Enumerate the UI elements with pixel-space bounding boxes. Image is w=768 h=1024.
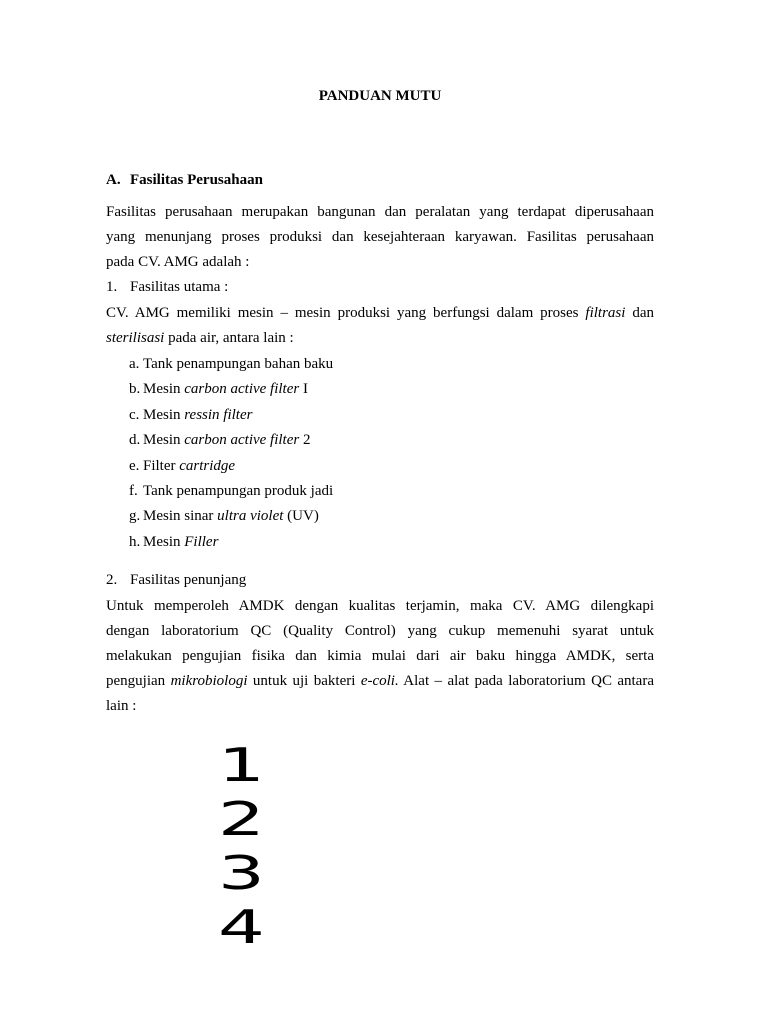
section-a-intro	[106, 200, 654, 275]
list-text: Tank penampungan bahan baku	[143, 356, 334, 372]
big-number: 3	[218, 846, 265, 900]
item-1-heading	[106, 279, 228, 296]
item-1-desc-line	[106, 326, 654, 351]
item-2-number: 2.	[106, 572, 118, 588]
desc-italic: sterilisasi	[106, 330, 165, 346]
section-a-heading	[106, 172, 263, 189]
list-marker: g.	[129, 508, 141, 525]
list-marker: f.	[129, 482, 138, 499]
desc-text: pada air, antara lain :	[164, 330, 294, 346]
list-text: Mesin	[143, 381, 185, 398]
intro-line: yang menunjang proses produksi dan kesejahteraan karyawan. Fasilitas perusahaan	[106, 229, 654, 245]
desc-text: pengujian	[106, 673, 171, 689]
list-text: Filter	[143, 457, 180, 474]
list-suffix: I	[299, 381, 308, 398]
facility-list	[129, 352, 333, 555]
list-text: Mesin sinar	[143, 508, 218, 525]
intro-line: Fasilitas perusahaan merupakan bangunan dan peralatan yang terdapat diperusahaan	[106, 204, 654, 220]
list-italic: carbon active filter	[184, 432, 300, 449]
list-italic: carbon active filter	[184, 381, 300, 398]
item-1-number: 1.	[106, 279, 118, 295]
list-italic: ultra violet	[217, 508, 284, 525]
list-item	[129, 352, 333, 377]
desc-text: dan	[625, 305, 654, 321]
numbered-markers	[218, 738, 278, 954]
desc-italic: filtrasi	[585, 305, 626, 321]
big-number: 2	[218, 792, 265, 846]
list-item	[129, 428, 333, 453]
big-number: 4	[218, 900, 265, 954]
list-item	[129, 403, 333, 428]
list-item	[129, 530, 333, 555]
list-marker: d.	[129, 432, 141, 449]
item-1-description	[106, 301, 654, 351]
list-marker: c.	[129, 406, 140, 423]
intro-line: pada CV. AMG adalah :	[106, 254, 250, 270]
desc-italic: e-coli.	[360, 673, 399, 689]
page-title: PANDUAN MUTU	[318, 88, 442, 104]
big-number: 1	[218, 738, 265, 792]
list-marker: h.	[129, 533, 141, 550]
item-2-desc-line: Untuk memperoleh AMDK dengan kualitas terjamin, maka CV. AMG dilengkapi	[106, 598, 654, 614]
item-1-title: Fasilitas utama :	[130, 279, 229, 295]
list-marker: b.	[129, 381, 141, 398]
list-text: Mesin	[143, 432, 185, 449]
list-text: Tank penampungan produk jadi	[143, 482, 334, 499]
item-2-desc-line: lain :	[106, 698, 137, 714]
list-text: Mesin	[143, 533, 185, 550]
item-2-desc-line	[106, 669, 654, 694]
item-1-desc-line	[106, 301, 654, 326]
item-2-desc-line: melakukan pengujian fisika dan kimia mulai dari air baku hingga AMDK, serta	[106, 648, 654, 664]
list-text: Mesin	[143, 406, 185, 423]
section-a-title: Fasilitas Perusahaan	[130, 172, 263, 188]
list-suffix: 2	[299, 432, 311, 449]
desc-text: Alat – alat pada laboratorium QC antara	[398, 673, 654, 689]
list-item	[129, 377, 333, 402]
list-italic: cartridge	[179, 457, 236, 474]
item-2-title: Fasilitas penunjang	[130, 572, 247, 588]
list-italic: Filler	[184, 533, 219, 550]
desc-text: untuk uji bakteri	[247, 673, 361, 689]
list-item	[129, 479, 333, 504]
item-2-description	[106, 594, 654, 719]
item-2-heading	[106, 572, 246, 589]
desc-italic: mikrobiologi	[170, 673, 248, 689]
section-a-letter: A.	[106, 172, 121, 188]
item-2-desc-line: dengan laboratorium QC (Quality Control) yang cukup memenuhi syarat untuk	[106, 623, 654, 639]
list-suffix: (UV)	[283, 508, 319, 525]
list-item	[129, 504, 333, 529]
desc-text: CV. AMG memiliki mesin – mesin produksi yang berfungsi dalam proses	[106, 305, 586, 321]
list-marker: a.	[129, 356, 140, 372]
list-italic: ressin filter	[184, 406, 253, 423]
list-marker: e.	[129, 457, 140, 474]
list-item	[129, 454, 333, 479]
